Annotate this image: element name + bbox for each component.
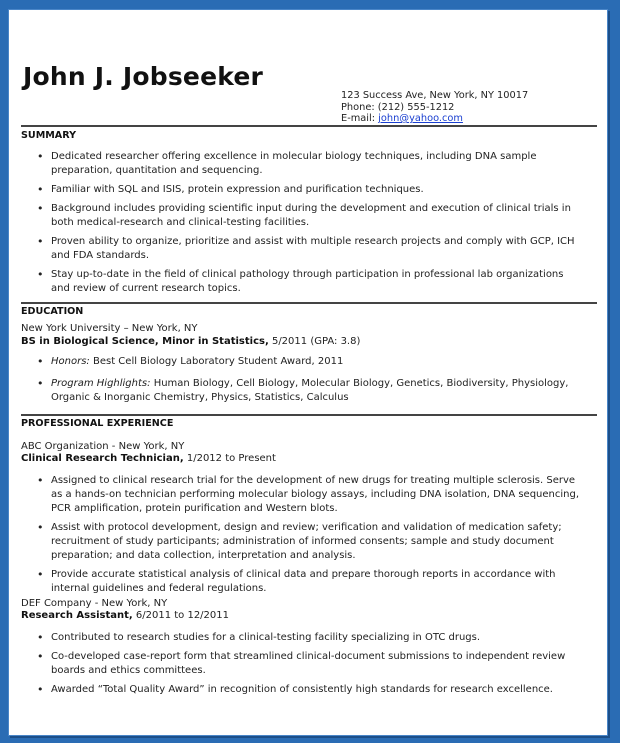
- job-title-line: [21, 453, 276, 464]
- highlights-label: Program Highlights:: [51, 378, 151, 389]
- education-degree: BS in Biological Science, Minor in Statistics,: [21, 336, 269, 347]
- job-dates: 6/2011 to 12/2011: [135, 610, 229, 621]
- contact-phone: [341, 102, 528, 114]
- section-divider: [21, 414, 597, 416]
- job-title-line: [21, 610, 229, 621]
- contact-email: [341, 113, 528, 125]
- education-heading: EDUCATION: [21, 306, 84, 317]
- job-duty: • Assigned to clinical research trial for the development of new drugs for treating multiple sclerosis. Serve as a hands-on technician performing molecular biology assays, including DNA isolation, DNA sequencing, PCR amplification, protein purification and Western blots.: [33, 474, 585, 516]
- summary-heading: SUMMARY: [21, 130, 77, 141]
- summary-item: • Dedicated researcher offering excellence in molecular biology techniques, including DNA sample preparation, quantitation and sequencing.: [33, 150, 585, 178]
- phone-label: Phone:: [341, 101, 375, 113]
- education-honors: [33, 355, 585, 369]
- education-degree-line: [21, 336, 360, 347]
- education-list: [33, 355, 585, 405]
- honors-label: Honors:: [51, 356, 90, 367]
- job-company: ABC Organization - New York, NY: [21, 441, 185, 452]
- education-degree-detail: 5/2011 (GPA: 3.8): [271, 336, 361, 347]
- summary-item: • Background includes providing scientific input during the development and execution of clinical trials in both medical-research and clinical-testing facilities.: [33, 202, 585, 230]
- experience-heading: PROFESSIONAL EXPERIENCE: [21, 418, 174, 429]
- education-school: New York University – New York, NY: [21, 323, 198, 334]
- job-company: DEF Company - New York, NY: [21, 598, 168, 609]
- email-label: E-mail:: [341, 113, 376, 124]
- resume-document: [8, 9, 608, 736]
- email-link[interactable]: john@yahoo.com: [378, 113, 463, 124]
- summary-list: [33, 150, 585, 296]
- contact-block: [341, 90, 528, 125]
- job-role: Research Assistant,: [21, 610, 133, 621]
- job-duty: • Awarded “Total Quality Award” in recognition of consistently high standards for research excellence.: [33, 683, 585, 697]
- education-highlights: [33, 377, 585, 405]
- section-divider: [21, 125, 597, 127]
- job-role: Clinical Research Technician,: [21, 453, 184, 464]
- job-duty: • Contributed to research studies for a clinical-testing facility specializing in OTC drugs.: [33, 631, 585, 645]
- phone-value: (212) 555-1212: [377, 101, 455, 113]
- summary-item: • Familiar with SQL and ISIS, protein expression and purification techniques.: [33, 183, 585, 197]
- section-divider: [21, 302, 597, 304]
- candidate-name: John J. Jobseeker: [23, 62, 264, 91]
- honors-value: Best Cell Biology Laboratory Student Award, 2011: [92, 356, 344, 367]
- job-duty: • Co-developed case-report form that streamlined clinical-document submissions to independent review boards and ethics committees.: [33, 650, 585, 678]
- job-dates: 1/2012 to Present: [186, 453, 276, 464]
- job-duty: • Assist with protocol development, design and review; verification and validation of medication safety; recruitment of study participants; administration of informed consents; sample and study document preparation; and data collection, interpretation and analysis.: [33, 521, 585, 563]
- job-duties-list: [33, 631, 585, 697]
- highlights-value: Human Biology, Cell Biology, Molecular Biology, Genetics, Biodiversity, Physiology, Organic & Inorganic Chemistry, Physics, Statistics, Calculus: [51, 378, 569, 403]
- contact-address: 123 Success Ave, New York, NY 10017: [341, 90, 529, 101]
- job-duties-list: [33, 474, 585, 596]
- summary-item: • Stay up-to-date in the field of clinical pathology through participation in professional lab organizations and review of current research topics.: [33, 268, 585, 296]
- job-duty: • Provide accurate statistical analysis of clinical data and prepare thorough reports in accordance with internal guidelines and federal regulations.: [33, 568, 585, 596]
- summary-item: • Proven ability to organize, prioritize and assist with multiple research projects and comply with GCP, ICH and FDA standards.: [33, 235, 585, 263]
